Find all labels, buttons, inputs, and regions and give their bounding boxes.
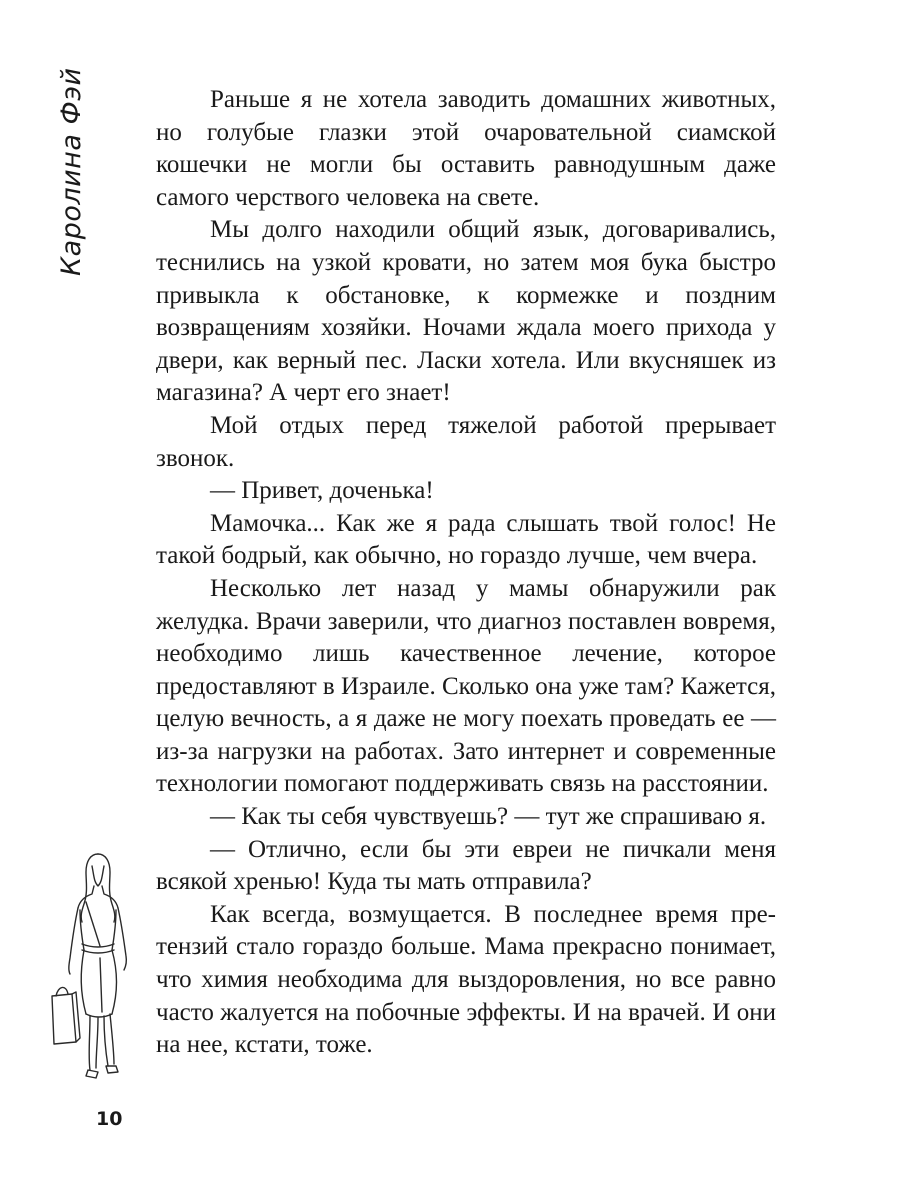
paragraph: — Как ты себя чувствуешь? — тут же спрашиваю я. bbox=[210, 803, 767, 831]
body-text bbox=[156, 84, 776, 1062]
paragraph: Мой отдых перед тяжелой работой прерывает звонок. bbox=[156, 411, 776, 472]
paragraph: Несколько лет назад у мамы обнаружили рак желудка. Врачи заверили, что диагноз поставлен вовремя, необходимо лишь качественное лечение, которое предоставляют в Израиле. Сколько она уже там? Кажется, целую вечность, а я даже не могу поехать проведать ее — из-за нагрузки на работах. Зато интернет и современные технологии помогают поддерживать связь на расстоянии. bbox=[156, 574, 776, 798]
page-number: 10 bbox=[96, 1108, 123, 1130]
paragraph: Раньше я не хотела заводить домашних животных, но голубые глазки этой очаровательной сиамской кошечки не могли бы оставить равнодушным даже самого черствого человека на свете. bbox=[156, 86, 776, 211]
paragraph: Мы долго находили общий язык, договаривались, теснились на узкой кровати, но затем моя бука быстро привыкла к обстановке, к кормежке и поздним возвращениям хозяйки. Ночами ждала моего прихода у двери, как верный пес. Ласки хотела. Или вкусняшек из магазина? А черт его знает! bbox=[156, 216, 776, 407]
paragraph: — Привет, доченька! bbox=[210, 477, 434, 505]
paragraph: Как всегда, возмущается. В последнее время претензий стало гораздо больше. Мама прекрасно понимает, что химия необходима для выздоровления, но все равно часто жалуется на побочные эффекты. И на врачей. И они на нее, кстати, тоже. bbox=[156, 900, 776, 1059]
woman-with-shopping-bag-icon bbox=[46, 846, 146, 1086]
running-head-author: Каролина Фэй bbox=[56, 67, 87, 276]
paragraph: — Отлично, если бы эти евреи не пичкали меня всякой хренью! Куда ты мать отправила? bbox=[156, 835, 776, 896]
paragraph: Мамочка... Как же я рада слышать твой голос! Не такой бодрый, как обычно, но гораздо лучше, чем вчера. bbox=[156, 509, 776, 570]
